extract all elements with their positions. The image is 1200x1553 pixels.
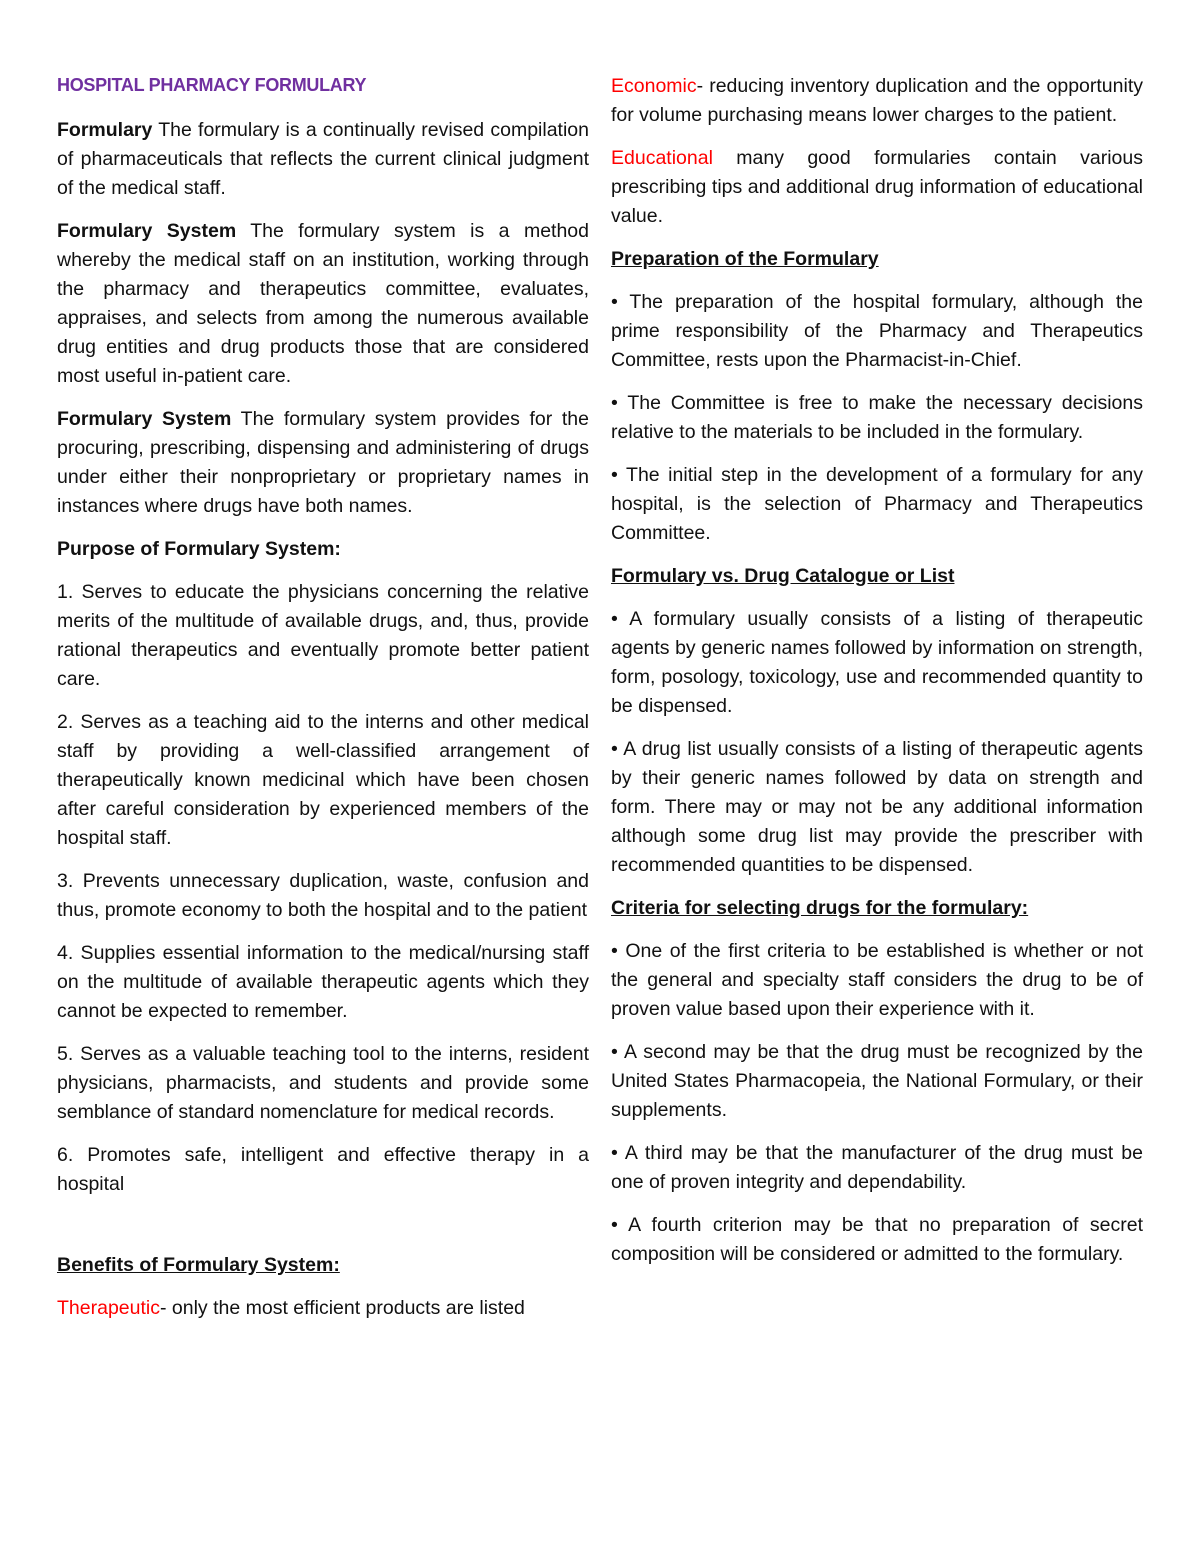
- purpose-heading: Purpose of Formulary System:: [57, 538, 341, 560]
- benefit-text: many good formularies contain various prescribing tips and additional drug information of educational value.: [611, 147, 1143, 227]
- benefit-text: - reducing inventory duplication and the opportunity for volume purchasing means lower charges to the patient.: [611, 75, 1143, 126]
- purpose-item: 3. Prevents unnecessary duplication, waste, confusion and thus, promote economy to both the hospital and to the patient: [57, 870, 589, 921]
- benefit-educational: [611, 144, 1143, 231]
- term-formulary-system: Formulary System: [57, 408, 232, 430]
- purpose-item: 2. Serves as a teaching aid to the interns and other medical staff by providing a well-classified arrangement of therapeutically known medicinal which have been chosen after careful consideration by experienced members of the hospital staff.: [57, 711, 589, 849]
- criteria-item: • A fourth criterion may be that no preparation of secret composition will be considered or admitted to the formulary.: [611, 1214, 1143, 1265]
- formulary-vs-list-heading: Formulary vs. Drug Catalogue or List: [611, 565, 955, 587]
- preparation-item: • The preparation of the hospital formulary, although the prime responsibility of the Pharmacy and Therapeutics Committee, rests upon the Pharmacist-in-Chief.: [611, 291, 1143, 371]
- spacer: [57, 1213, 589, 1251]
- purpose-item: 1. Serves to educate the physicians concerning the relative merits of the multitude of available drugs, and, thus, provide rational therapeutics and eventually promote better patient care.: [57, 581, 589, 690]
- comparison-item: • A formulary usually consists of a listing of therapeutic agents by generic names followed by information on strength, form, posology, toxicology, use and recommended quantity to be dispensed.: [611, 608, 1143, 717]
- term-formulary: Formulary: [57, 119, 153, 141]
- definition-text: The formulary is a continually revised compilation of pharmaceuticals that reflects the current clinical judgment of the medical staff.: [57, 119, 589, 199]
- preparation-heading: Preparation of the Formulary: [611, 248, 879, 270]
- benefit-economic: [611, 72, 1143, 130]
- preparation-item: • The Committee is free to make the necessary decisions relative to the materials to be included in the formulary.: [611, 392, 1143, 443]
- benefit-therapeutic: [57, 1294, 589, 1323]
- term-formulary-system: Formulary System: [57, 220, 237, 242]
- definition-text: The formulary system is a method whereby the medical staff on an institution, working through the pharmacy and therapeutics committee, evaluates, appraises, and selects from among the numerous available drug entities and drug products those that are considered most useful in-patient care.: [57, 220, 589, 387]
- criteria-heading: Criteria for selecting drugs for the formulary:: [611, 897, 1029, 919]
- definition-formulary: [57, 116, 589, 203]
- purpose-item: 6. Promotes safe, intelligent and effective therapy in a hospital: [57, 1144, 589, 1195]
- left-column: [57, 72, 589, 1337]
- benefit-term-educational: Educational: [611, 147, 713, 169]
- right-column: [611, 72, 1143, 1283]
- definition-text: The formulary system provides for the procuring, prescribing, dispensing and administering of drugs under either their nonproprietary or proprietary names in instances where drugs have both names.: [57, 408, 589, 517]
- preparation-item: • The initial step in the development of a formulary for any hospital, is the selection of Pharmacy and Therapeutics Committee.: [611, 464, 1143, 544]
- benefit-text: - only the most efficient products are listed: [159, 1297, 525, 1319]
- purpose-item: 5. Serves as a valuable teaching tool to the interns, resident physicians, pharmacists, and students and provide some semblance of standard nomenclature for medical records.: [57, 1043, 589, 1123]
- comparison-item: • A drug list usually consists of a listing of therapeutic agents by their generic names followed by data on strength and form. There may or may not be any additional information although some drug list may provide the prescriber with recommended quantities to be dispensed.: [611, 738, 1143, 876]
- criteria-item: • One of the first criteria to be established is whether or not the general and specialty staff considers the drug to be of proven value based upon their experience with it.: [611, 940, 1143, 1020]
- criteria-item: • A third may be that the manufacturer of the drug must be one of proven integrity and dependability.: [611, 1142, 1143, 1193]
- benefits-heading: Benefits of Formulary System:: [57, 1254, 340, 1276]
- benefit-term-economic: Economic: [611, 75, 697, 97]
- definition-formulary-system-1: [57, 217, 589, 391]
- benefit-term-therapeutic: Therapeutic: [57, 1297, 160, 1319]
- criteria-item: • A second may be that the drug must be recognized by the United States Pharmacopeia, the National Formulary, or their supplements.: [611, 1041, 1143, 1121]
- definition-formulary-system-2: [57, 405, 589, 521]
- document-title: HOSPITAL PHARMACY FORMULARY: [57, 75, 367, 95]
- purpose-item: 4. Supplies essential information to the medical/nursing staff on the multitude of available therapeutic agents which they cannot be expected to remember.: [57, 942, 589, 1022]
